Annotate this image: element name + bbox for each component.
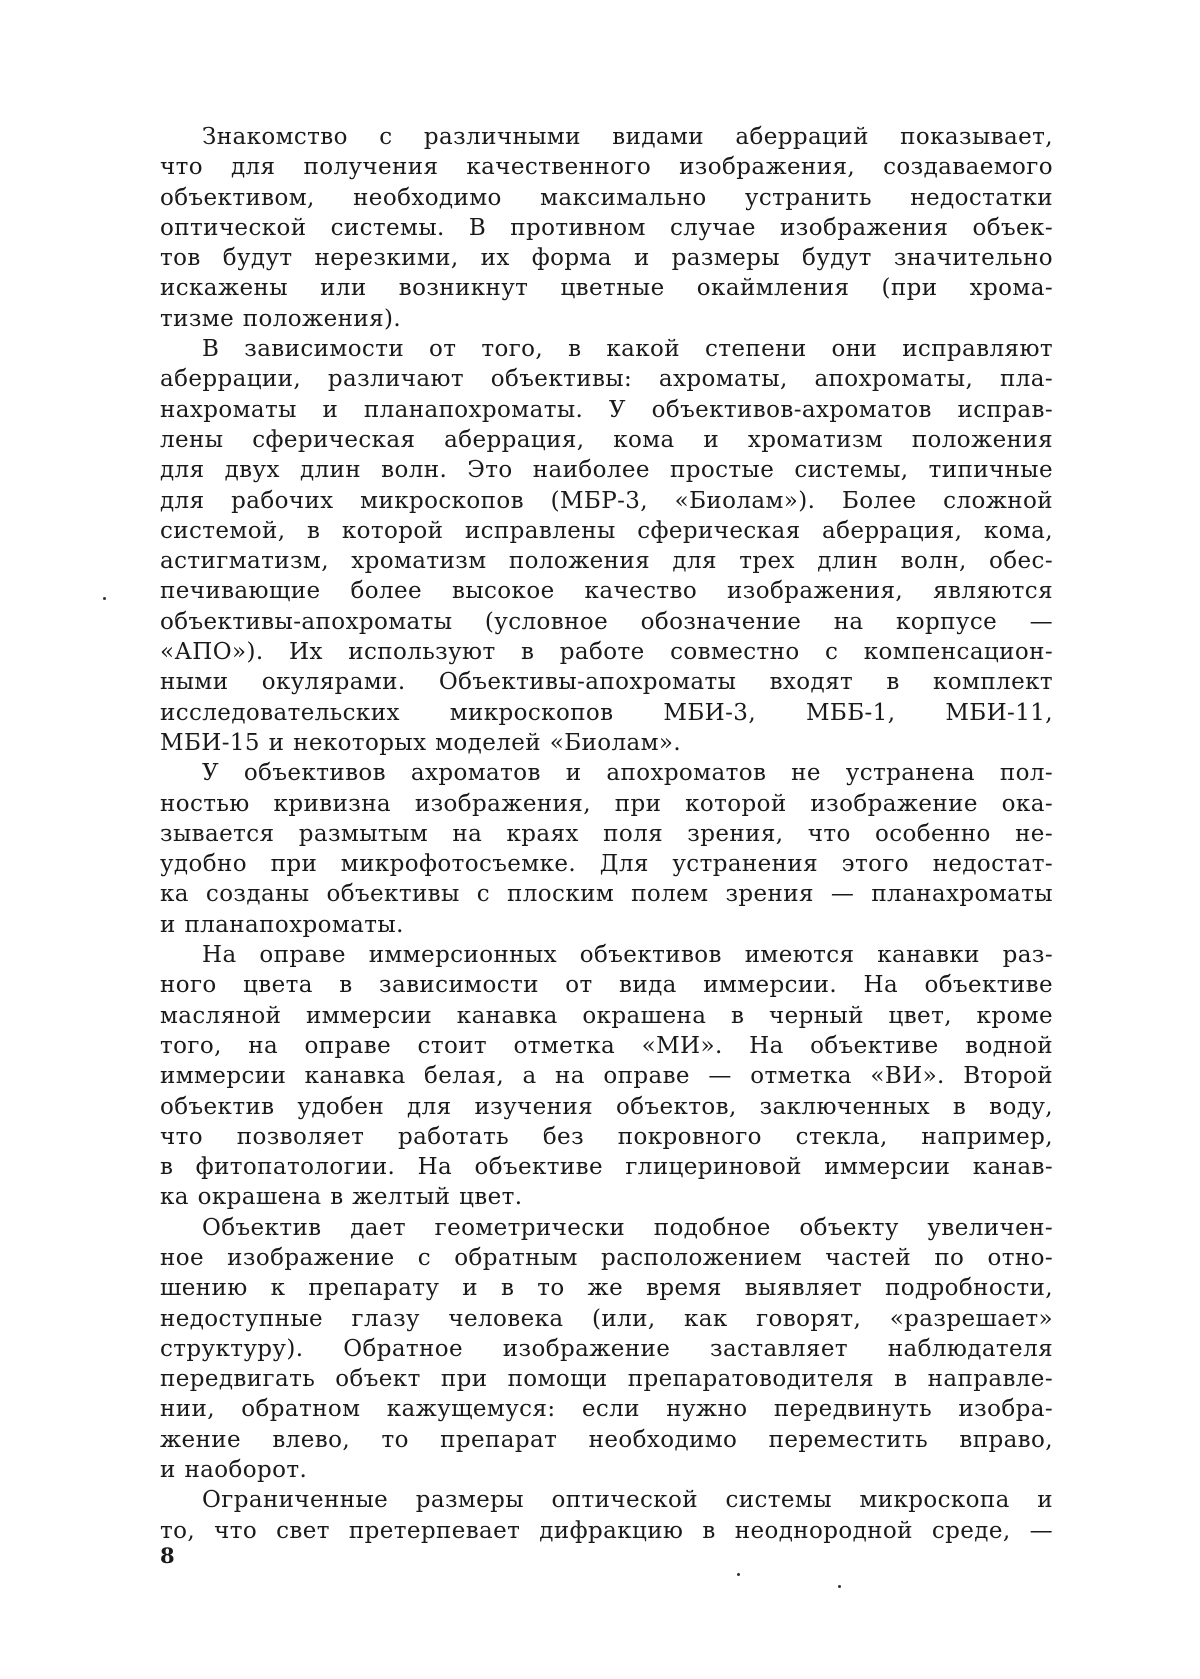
text-line: Ограниченные размеры оптической системы микроскопа и bbox=[202, 1487, 1053, 1514]
text-line: того, на оправе стоит отметка «МИ». На объективе водной bbox=[160, 1032, 1053, 1059]
text-line: На оправе иммерсионных объективов имеются канавки раз- bbox=[202, 942, 1053, 969]
text-line: ными окулярами. Объективы-апохроматы входят в комплект bbox=[160, 669, 1053, 696]
text-line: ное изображение с обратным расположением частей по отно- bbox=[160, 1244, 1053, 1271]
text-line: объективом, необходимо максимально устранить недостатки bbox=[160, 184, 1053, 211]
text-line: что для получения качественного изображения, создаваемого bbox=[160, 154, 1053, 181]
text-line: структуру). Обратное изображение заставляет наблюдателя bbox=[160, 1335, 1053, 1362]
text-line: Объектив дает геометрически подобное объекту увеличен- bbox=[202, 1214, 1053, 1241]
text-line: объектив удобен для изучения объектов, заключенных в воду, bbox=[160, 1093, 1053, 1120]
scan-speck bbox=[737, 1573, 740, 1576]
text-line: иммерсии канавка белая, а на оправе — отметка «ВИ». Второй bbox=[160, 1063, 1053, 1090]
text-line: лены сферическая аберрация, кома и хроматизм положения bbox=[160, 426, 1053, 453]
paragraph bbox=[160, 122, 1053, 334]
text-line: ностью кривизна изображения, при которой изображение ока- bbox=[160, 790, 1053, 817]
text-line: аберрации, различают объективы: ахроматы, апохроматы, пла- bbox=[160, 366, 1053, 393]
text-line: нахроматы и планапохроматы. У объективов-ахроматов исправ- bbox=[160, 396, 1053, 423]
text-line: недоступные глазу человека (или, как говорят, «разрешает» bbox=[160, 1305, 1053, 1332]
text-line: ка созданы объективы с плоским полем зрения — планахроматы bbox=[160, 881, 1053, 908]
text-line: для рабочих микроскопов (МБР-3, «Биолам»). Более сложной bbox=[160, 487, 1053, 514]
text-line: зывается размытым на краях поля зрения, что особенно не- bbox=[160, 820, 1053, 847]
text-line: удобно при микрофотосъемке. Для устранения этого недостат- bbox=[160, 851, 1053, 878]
text-line: ка окрашена в желтый цвет. bbox=[160, 1184, 523, 1211]
text-line: то, что свет претерпевает дифракцию в неоднородной среде, — bbox=[160, 1517, 1053, 1544]
text-line: искажены или возникнут цветные окаймления (при хрома- bbox=[160, 275, 1053, 302]
text-line: жение влево, то препарат необходимо переместить вправо, bbox=[160, 1426, 1053, 1453]
text-line: нии, обратном кажущемуся: если нужно передвинуть изобра- bbox=[160, 1396, 1053, 1423]
text-line: печивающие более высокое качество изображения, являются bbox=[160, 578, 1053, 605]
text-line: передвигать объект при помощи препаратоводителя в направле- bbox=[160, 1366, 1053, 1393]
paragraph bbox=[160, 940, 1053, 1213]
text-line: что позволяет работать без покровного стекла, например, bbox=[160, 1123, 1053, 1150]
text-line: и планапохроматы. bbox=[160, 911, 404, 938]
paragraph bbox=[160, 1485, 1053, 1546]
text-line: «АПО»). Их используют в работе совместно с компенсацион- bbox=[160, 639, 1053, 666]
text-line: в фитопатологии. На объективе глицериновой иммерсии канав- bbox=[160, 1154, 1053, 1181]
text-line: оптической системы. В противном случае изображения объек- bbox=[160, 214, 1053, 241]
text-line: масляной иммерсии канавка окрашена в черный цвет, кроме bbox=[160, 1002, 1053, 1029]
text-line: и наоборот. bbox=[160, 1457, 308, 1484]
text-line: тизме положения). bbox=[160, 305, 402, 332]
paragraph bbox=[160, 334, 1053, 758]
text-line: тов будут нерезкими, их форма и размеры будут значительно bbox=[160, 245, 1053, 272]
body-text bbox=[160, 122, 1053, 1546]
text-line: Знакомство с различными видами аберраций показывает, bbox=[202, 124, 1053, 150]
page-number: 8 bbox=[160, 1543, 175, 1568]
text-line: исследовательских микроскопов МБИ-3, МББ-1, МБИ-11, bbox=[160, 699, 1053, 726]
scan-speck bbox=[103, 597, 106, 600]
text-line: У объективов ахроматов и апохроматов не устранена пол- bbox=[202, 760, 1053, 787]
text-line: системой, в которой исправлены сферическая аберрация, кома, bbox=[160, 517, 1053, 544]
text-line: шению к препарату и в то же время выявляет подробности, bbox=[160, 1275, 1053, 1302]
text-line: ного цвета в зависимости от вида иммерсии. На объективе bbox=[160, 972, 1053, 999]
text-line: для двух длин волн. Это наиболее простые системы, типичные bbox=[160, 457, 1053, 484]
paragraph bbox=[160, 758, 1053, 940]
paragraph bbox=[160, 1213, 1053, 1486]
text-line: В зависимости от того, в какой степени они исправляют bbox=[202, 336, 1053, 363]
text-line: объективы-апохроматы (условное обозначение на корпусе — bbox=[160, 608, 1053, 635]
text-line: астигматизм, хроматизм положения для трех длин волн, обес- bbox=[160, 548, 1053, 575]
scan-speck bbox=[838, 1585, 841, 1588]
text-line: МБИ-15 и некоторых моделей «Биолам». bbox=[160, 729, 682, 756]
